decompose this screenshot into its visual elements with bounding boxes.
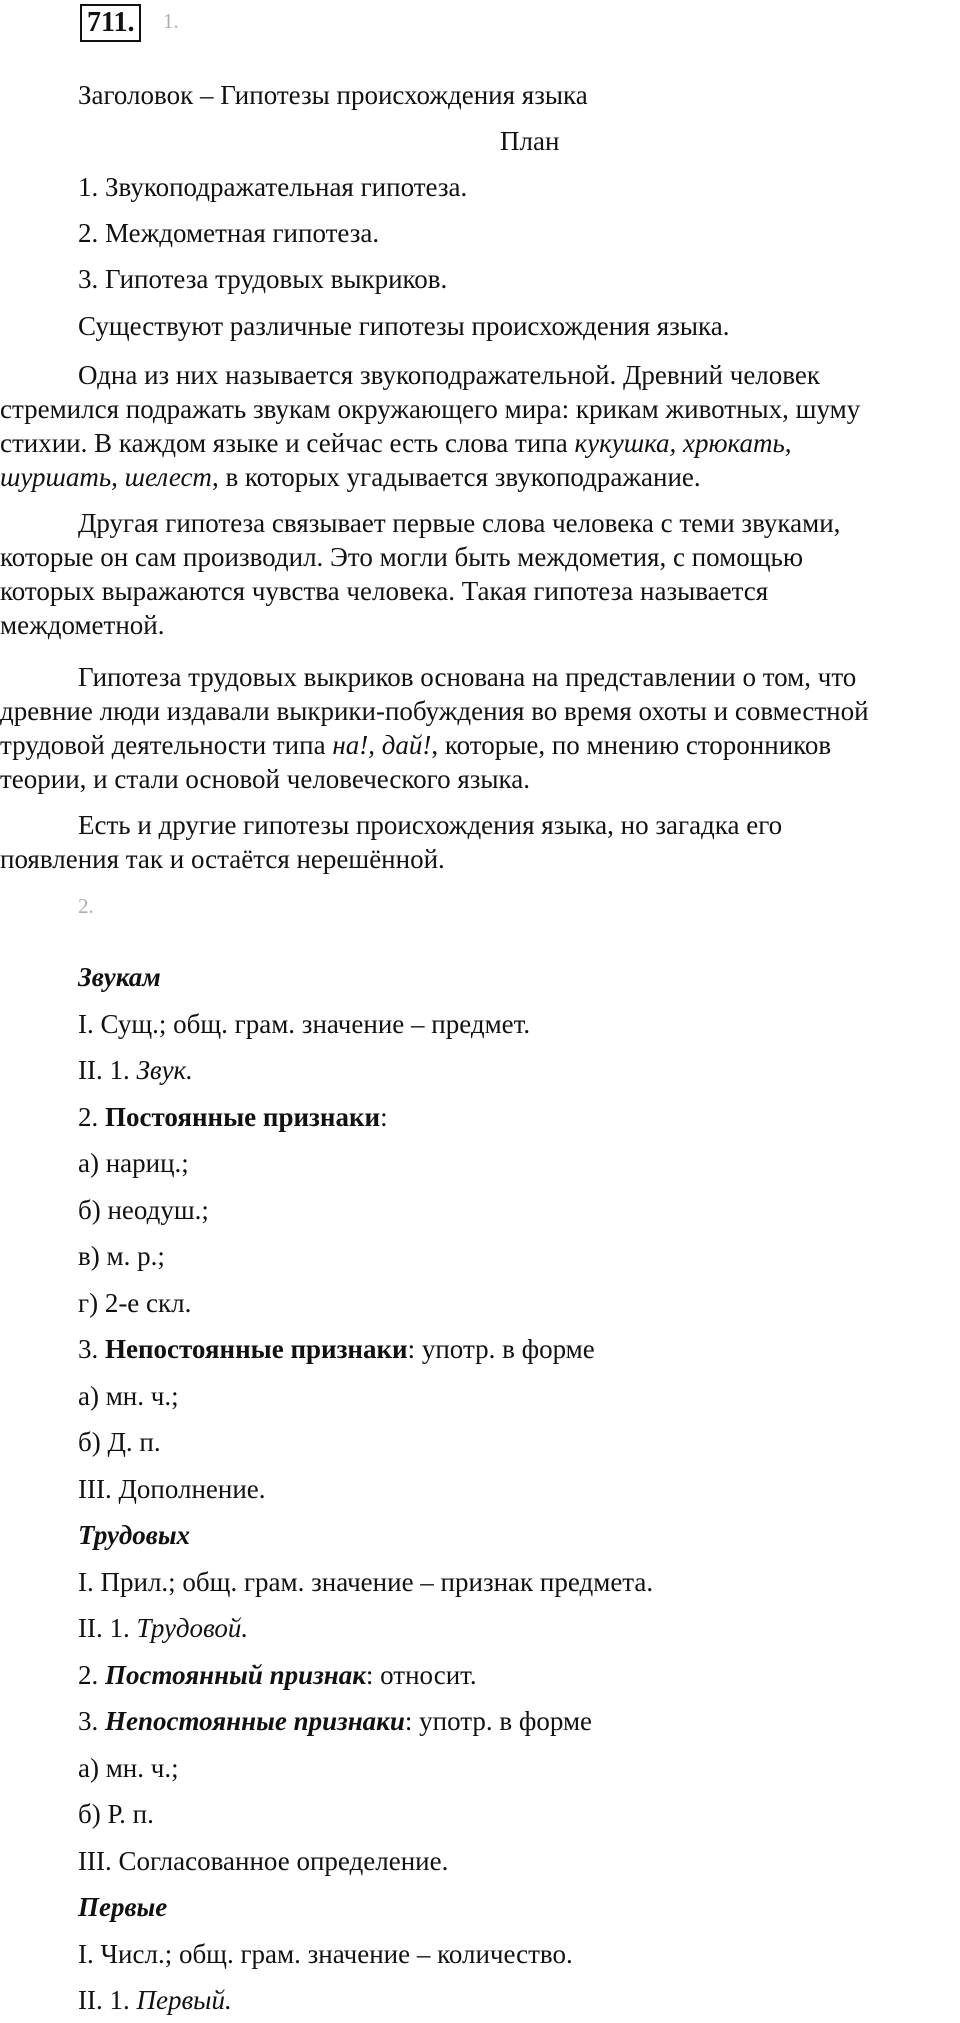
exercise-number: 711.: [80, 4, 141, 42]
analysis-1-constant-features: Постоянные признаки: [105, 1102, 381, 1132]
paragraph-1-example-words: кукушка, хрюкать,: [574, 428, 792, 458]
analysis-word-1: Звукам: [78, 962, 161, 992]
paragraph-4-line-1: Есть и другие гипотезы происхождения языка, но загадка его: [78, 810, 783, 840]
paragraph-2: [0, 506, 960, 642]
analysis-1-line-j: б) Д. п.: [78, 1427, 161, 1457]
paragraph-2-line-1: Другая гипотеза связывает первые слова человека с теми звуками,: [78, 508, 841, 538]
paragraph-3-line-4: теории, и стали основой человеческого языка.: [0, 764, 530, 794]
analysis-1-line-c: 2.: [78, 1102, 105, 1132]
plan-heading: План: [500, 126, 560, 156]
analysis-1-line-e: б) неодуш.;: [78, 1195, 209, 1225]
paragraph-2-line-4: междометной.: [0, 610, 165, 640]
analysis-1-line-h-end: : употр. в форме: [407, 1334, 595, 1364]
paragraph-3-example-words: на!, дай!: [332, 730, 432, 760]
analysis-2-line-a: I. Прил.; общ. грам. значение – признак предмета.: [78, 1567, 654, 1597]
analysis-2-constant-feature: Постоянный признак: [105, 1660, 366, 1690]
paragraph-3-line-3: трудовой деятельности типа: [0, 730, 333, 760]
analysis-2-line-c-end: : относит.: [365, 1660, 477, 1690]
paragraph-3-line-2: древние люди издавали выкрики-побуждения во время охоты и совместной: [0, 696, 869, 726]
analysis-2-line-h: 3.: [78, 1706, 105, 1736]
part-2-marker: 2.: [78, 894, 94, 918]
analysis-word-3: Первые: [78, 1892, 168, 1922]
analysis-3-line-a: I. Числ.; общ. грам. значение – количество.: [78, 1939, 573, 1969]
analysis-1-line-c-end: :: [380, 1102, 388, 1132]
paragraph-2-line-3: которых выражаются чувства человека. Такая гипотеза называется: [0, 576, 769, 606]
analysis-1-line-g: г) 2-е скл.: [78, 1288, 192, 1318]
analysis-3-initial-form: Первый.: [136, 1985, 232, 2015]
plan-item-3: 3. Гипотеза трудовых выкриков.: [78, 264, 448, 294]
paragraph-1-example-words-2: шуршать, шелест: [0, 462, 212, 492]
analysis-1-line-i: а) мн. ч.;: [78, 1381, 179, 1411]
analysis-2-line-c: 2.: [78, 1660, 105, 1690]
analysis-2-line-h-end: : употр. в форме: [404, 1706, 593, 1736]
analysis-1-line-d: а) нариц.;: [78, 1148, 189, 1178]
paragraph-2-line-2: которые он сам производил. Это могли быть междометия, с помощью: [0, 542, 803, 572]
analysis-2-line-k: III. Согласованное определение.: [78, 1846, 449, 1876]
analysis-1-line-f: в) м. р.;: [78, 1241, 165, 1271]
paragraph-1-line-4: , в которых угадывается звукоподражание.: [211, 462, 701, 492]
analysis-1-line-b: II. 1.: [78, 1055, 137, 1085]
analysis-2-line-j: б) Р. п.: [78, 1799, 154, 1829]
paragraph-1: [0, 358, 960, 494]
intro-sentence: Существуют различные гипотезы происхождения языка.: [78, 311, 730, 341]
paragraph-4: [0, 808, 960, 876]
plan-item-1: 1. Звукоподражательная гипотеза.: [78, 172, 468, 202]
paragraph-1-line-2: стремился подражать звукам окружающего мира: крикам животных, шуму: [0, 394, 861, 424]
paragraph-3-line-3-end: , которые, по мнению сторонников: [431, 730, 832, 760]
analysis-2-initial-form: Трудовой.: [136, 1613, 249, 1643]
plan-item-2: 2. Междометная гипотеза.: [78, 218, 380, 248]
paragraph-4-line-2: появления так и остаётся нерешённой.: [0, 844, 445, 874]
paragraph-3-line-1: Гипотеза трудовых выкриков основана на представлении о том, что: [78, 662, 857, 692]
analysis-1-line-h: 3.: [78, 1334, 105, 1364]
analysis-3-line-b: II. 1.: [78, 1985, 137, 2015]
paragraph-3: [0, 660, 960, 796]
paragraph-1-line-3: стихии. В каждом языке и сейчас есть слова типа: [0, 428, 575, 458]
part-1-marker: 1.: [163, 9, 179, 33]
analysis-word-2: Трудовых: [78, 1520, 191, 1550]
analysis-2-variable-features: Непостоянные признаки: [105, 1706, 405, 1736]
analysis-1-initial-form: Звук.: [136, 1055, 193, 1085]
paragraph-1-line-1: Одна из них называется звукоподражательной. Древний человек: [78, 360, 820, 390]
analysis-1-line-a: I. Сущ.; общ. грам. значение – предмет.: [78, 1009, 531, 1039]
analysis-2-line-b: II. 1.: [78, 1613, 137, 1643]
title-line: Заголовок – Гипотезы происхождения языка: [78, 80, 588, 110]
analysis-1-line-k: III. Дополнение.: [78, 1474, 266, 1504]
analysis-2-line-i: а) мн. ч.;: [78, 1753, 179, 1783]
analysis-1-variable-features: Непостоянные признаки: [105, 1334, 408, 1364]
